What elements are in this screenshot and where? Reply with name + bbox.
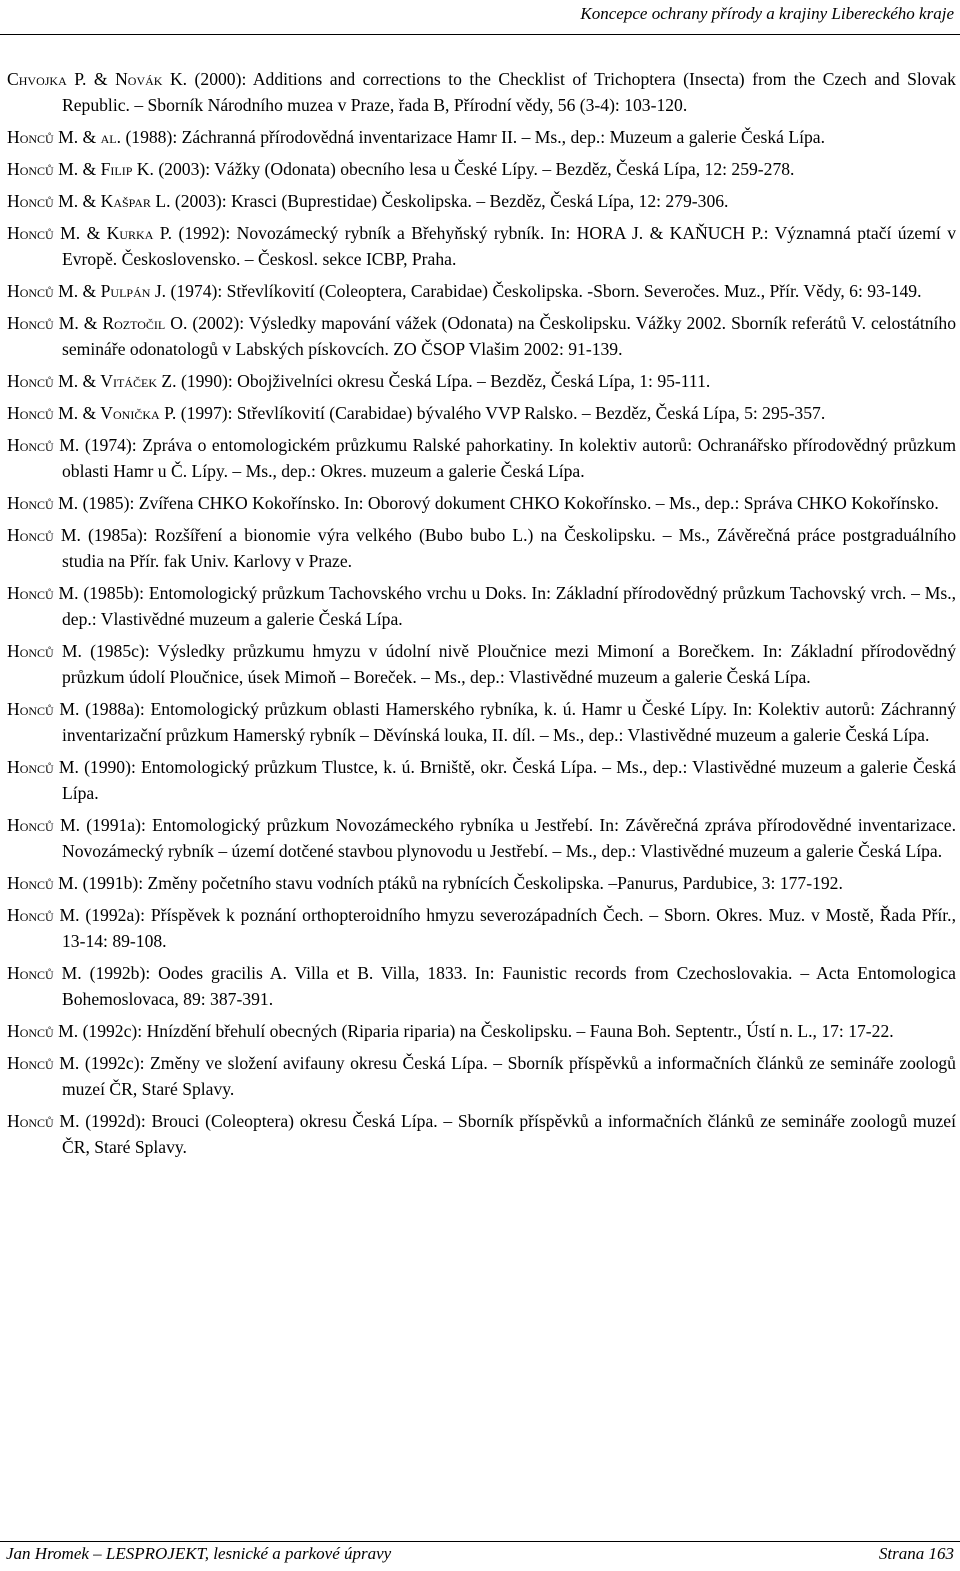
reference-entry (0, 812, 956, 864)
reference-entry (0, 960, 956, 1012)
reference-text: (2003): Krasci (Buprestidae) Českolipska. – Bezděz, Česká Lípa, 12: 279-306. (174, 191, 729, 211)
reference-author: Honců M. (7, 641, 82, 661)
reference-author: Chvojka P. & Novák K. (7, 69, 188, 89)
reference-author: Honců M. & Vonička P. (7, 403, 177, 423)
reference-text: (1992a): Příspěvek k poznání orthopteroidního hmyzu severozápadních Čech. – Sborn. Okres. Muz. v Mostě, Řada Přír., 13-14: 89-108. (62, 905, 956, 951)
reference-author: Honců M. (7, 583, 79, 603)
reference-text: (1988): Záchranná přírodovědná inventarizace Hamr II. – Ms., dep.: Muzeum a galerie Česká Lípa. (125, 127, 826, 147)
reference-text: (1988a): Entomologický průzkum oblasti Hamerského rybníka, k. ú. Hamr u České Lípy. In: Kolektiv autorů: Záchranný inventarizační průzkum Hamerský rybník – Děvínská louka, II. díl. – Ms., dep.: Vlastivědné muzeum a galerie Česká Lípa. (62, 699, 957, 745)
reference-text: (1991b): Změny početního stavu vodních ptáků na rybnících Českolipska. –Panurus, Pardubice, 3: 177-192. (82, 873, 843, 893)
reference-text: (1985a): Rozšíření a bionomie výra velkého (Bubo bubo L.) na Českolipsku. – Ms., Závěrečná práce postgraduálního studia na Přír. fak Univ. Karlovy v Praze. (62, 525, 956, 571)
reference-entry (0, 696, 956, 748)
reference-entry (0, 156, 956, 182)
reference-entry (0, 522, 956, 574)
reference-author: Honců M. (7, 1053, 80, 1073)
reference-text: (1992c): Změny ve složení avifauny okresu Česká Lípa. – Sborník příspěvků a informačních článků ze semináře zoologů muzeí ČR, Staré Splavy. (62, 1053, 956, 1099)
reference-author: Honců M. (7, 757, 79, 777)
reference-text: (1985c): Výsledky průzkumu hmyzu v údolní nivě Ploučnice mezi Mimoní a Borečkem. In: Základní přírodovědný průzkum údolí Ploučnice, úsek Mimoň – Boreček. – Ms., dep.: Vlastivědné muzeum a galerie Česká Lípa. (62, 641, 956, 687)
reference-author: Honců M. & Vitáček Z. (7, 371, 177, 391)
header-divider (0, 34, 960, 35)
reference-text: (1985): Zvířena CHKO Kokořínsko. In: Oborový dokument CHKO Kokořínsko. – Ms., dep.: Správa CHKO Kokořínsko. (82, 493, 939, 513)
reference-text: (2003): Vážky (Odonata) obecního lesa u České Lípy. – Bezděz, Česká Lípa, 12: 259-278. (158, 159, 795, 179)
reference-author: Honců M. & Pulpán J. (7, 281, 167, 301)
reference-entry (0, 870, 956, 896)
reference-entry (0, 490, 956, 516)
reference-entry (0, 278, 956, 304)
reference-entry (0, 1018, 956, 1044)
reference-text: (1992c): Hnízdění břehulí obecných (Riparia riparia) na Českolipsku. – Fauna Boh. Septentr., Ústí n. L., 17: 17-22. (82, 1021, 894, 1041)
reference-text: (1991a): Entomologický průzkum Novozámeckého rybníka u Jestřebí. In: Závěrečná zpráva přírodovědné inventarizace. Novozámecký rybník – území dotčené stavbou plynovodu u Jestřebí. – Ms., dep.: Vlastivědné muzeum a galerie Česká Lípa. (62, 815, 957, 861)
footer-divider (0, 1541, 960, 1542)
reference-entry (0, 188, 956, 214)
reference-text: (1974): Střevlíkovití (Coleoptera, Carabidae) Českolipska. -Sborn. Severočes. Muz., Přír. Vědy, 6: 93-149. (170, 281, 922, 301)
reference-entry (0, 754, 956, 806)
reference-text: (2000): Additions and corrections to the Checklist of Trichoptera (Insecta) from the Czech and Slovak Republic. – Sborník Národního muzea v Praze, řada B, Přírodní vědy, 56 (3-4): 103-120. (62, 69, 956, 115)
reference-entry (0, 902, 956, 954)
page-header: Koncepce ochrany přírody a krajiny Libereckého kraje (580, 4, 954, 23)
reference-author: Honců M. (7, 699, 80, 719)
reference-text: (1992): Novozámecký rybník a Břehyňský rybník. In: HORA J. & KAŇUCH P.: Významná ptačí území v Evropě. Československo. – Českosl. sekce ICBP, Praha. (62, 223, 957, 269)
reference-author: Honců M. (7, 963, 82, 983)
reference-author: Honců M. & Filip K. (7, 159, 154, 179)
reference-author: Honců M. (7, 435, 80, 455)
reference-text: (1992d): Brouci (Coleoptera) okresu Česká Lípa. – Sborník příspěvků a informačních článků ze semináře zoologů muzeí ČR, Staré Splavy. (62, 1111, 956, 1157)
reference-text: (1985b): Entomologický průzkum Tachovského vrchu u Doks. In: Základní přírodovědný průzkum Tachovský vrch. – Ms., dep.: Vlastivědné muzeum a galerie Česká Lípa. (62, 583, 956, 629)
reference-entry (0, 638, 956, 690)
reference-entry (0, 400, 956, 426)
reference-entry (0, 1050, 956, 1102)
reference-author: Honců M. & al. (7, 127, 122, 147)
reference-entry (0, 580, 956, 632)
reference-text: (2002): Výsledky mapování vážek (Odonata) na Českolipsku. Vážky 2002. Sborník referátů V. celostátního semináře odonatologů v Labských pískovcích. ZO ČSOP Vlašim 2002: 91-139. (62, 313, 956, 359)
reference-author: Honců M. (7, 493, 79, 513)
footer-author: Jan Hromek – LESPROJEKT, lesnické a parkové úpravy (6, 1544, 392, 1563)
reference-entry (0, 66, 956, 118)
reference-author: Honců M. & Roztočil O. (7, 313, 188, 333)
reference-text: (1990): Entomologický průzkum Tlustce, k. ú. Brniště, okr. Česká Lípa. – Ms., dep.: Vlastivědné muzeum a galerie Česká Lípa. (62, 757, 957, 803)
reference-author: Honců M. (7, 1021, 79, 1041)
reference-entry (0, 1108, 956, 1160)
reference-entry (0, 368, 956, 394)
reference-author: Honců M. & Kurka P. (7, 223, 173, 243)
reference-text: (1997): Střevlíkovití (Carabidae) bývalého VVP Ralsko. – Bezděz, Česká Lípa, 5: 295-357. (180, 403, 826, 423)
reference-entry (0, 124, 956, 150)
reference-text: (1990): Obojživelníci okresu Česká Lípa. – Bezděz, Česká Lípa, 1: 95-111. (180, 371, 711, 391)
reference-author: Honců M. (7, 873, 79, 893)
reference-entry (0, 432, 956, 484)
reference-author: Honců M. & Kašpar L. (7, 191, 171, 211)
reference-entry (0, 310, 956, 362)
reference-author: Honců M. (7, 815, 80, 835)
reference-text: (1974): Zpráva o entomologickém průzkumu Ralské pahorkatiny. In kolektiv autorů: Ochranářsko přírodovědný průzkum oblasti Hamr u Č. Lípy. – Ms., dep.: Okres. muzeum a galerie Česká Lípa. (62, 435, 957, 481)
reference-list (0, 66, 956, 1166)
reference-entry (0, 220, 956, 272)
reference-author: Honců M. (7, 525, 81, 545)
page-number: Strana 163 (878, 1544, 954, 1563)
reference-author: Honců M. (7, 1111, 80, 1131)
reference-author: Honců M. (7, 905, 80, 925)
reference-text: (1992b): Oodes gracilis A. Villa et B. Villa, 1833. In: Faunistic records from Czechoslovakia. – Acta Entomologica Bohemoslovaca, 89: 387-391. (62, 963, 956, 1009)
